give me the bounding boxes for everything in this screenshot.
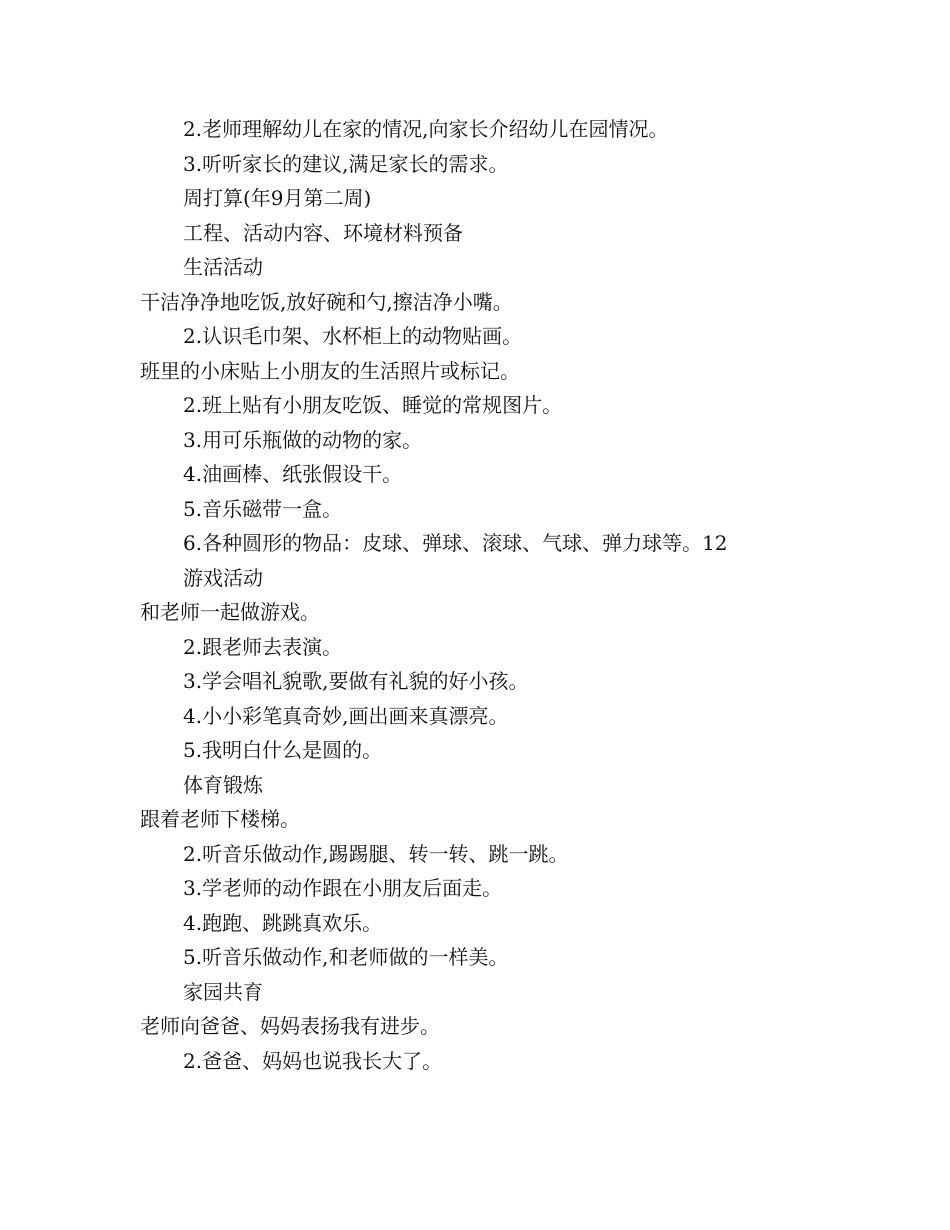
paragraph-line: 班里的小床贴上小朋友的生活照片或标记。 xyxy=(140,358,520,383)
paragraph-line: 4.小小彩笔真奇妙,画出画来真漂亮。 xyxy=(183,703,509,728)
paragraph-line: 干洁净净地吃饭,放好碗和勺,擦洁净小嘴。 xyxy=(140,289,513,314)
paragraph-line: 5.音乐磁带一盒。 xyxy=(183,496,343,521)
paragraph-line: 2.班上贴有小朋友吃饭、睡觉的常规图片。 xyxy=(183,393,563,417)
section-heading-games: 游戏活动 xyxy=(183,565,263,590)
paragraph-line: 跟着老师下楼梯。 xyxy=(140,807,300,831)
paragraph-line: 2.爸爸、妈妈也说我长大了。 xyxy=(183,1048,443,1073)
paragraph-line: 3.听听家长的建议,满足家长的需求。 xyxy=(183,151,509,176)
paragraph-line: 和老师一起做游戏。 xyxy=(140,600,320,624)
paragraph-line: 2.老师理解幼儿在家的情况,向家长介绍幼儿在园情况。 xyxy=(183,117,669,141)
paragraph-line: 2.听音乐做动作,踢踢腿、转一转、跳一跳。 xyxy=(183,841,569,866)
section-heading-weekly-plan: 周打算(年9月第二周) xyxy=(183,186,372,210)
paragraph-line: 5.听音乐做动作,和老师做的一样美。 xyxy=(183,945,509,969)
section-heading-daily-life: 生活活动 xyxy=(183,255,263,279)
paragraph-line: 4.跑跑、跳跳真欢乐。 xyxy=(183,910,383,935)
paragraph-line: 5.我明白什么是圆的。 xyxy=(183,738,383,762)
paragraph-line: 6.各种圆形的物品：皮球、弹球、滚球、气球、弹力球等。12 xyxy=(183,531,728,555)
paragraph-line: 4.油画棒、纸张假设干。 xyxy=(183,462,403,486)
paragraph-line: 2.跟老师去表演。 xyxy=(183,634,343,659)
section-heading-exercise: 体育锻炼 xyxy=(183,772,263,797)
section-heading-home-school: 家园共育 xyxy=(183,979,263,1004)
document-body xyxy=(140,112,840,1078)
paragraph-line: 3.用可乐瓶做的动物的家。 xyxy=(183,427,423,452)
paragraph-line: 老师向爸爸、妈妈表扬我有进步。 xyxy=(140,1014,440,1038)
section-subheading: 工程、活动内容、环境材料预备 xyxy=(183,220,463,245)
paragraph-line: 2.认识毛巾架、水杯柜上的动物贴画。 xyxy=(183,324,523,348)
paragraph-line: 3.学会唱礼貌歌,要做有礼貌的好小孩。 xyxy=(183,669,529,693)
paragraph-line: 3.学老师的动作跟在小朋友后面走。 xyxy=(183,876,503,900)
